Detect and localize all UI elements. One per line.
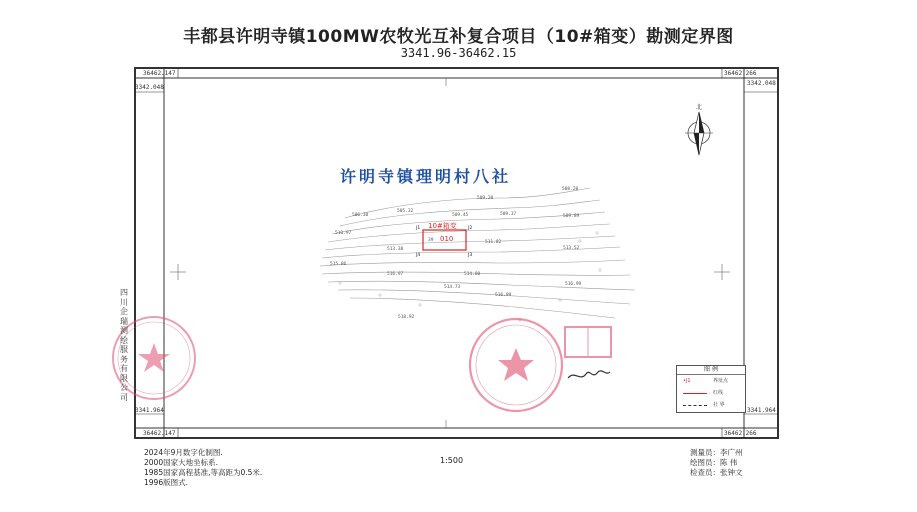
drafter: 绘图员：陈 伟 <box>690 458 738 467</box>
coord-right-top: 3342.048 <box>747 80 776 87</box>
north-arrow-icon <box>685 112 713 155</box>
svg-text:515.86: 515.86 <box>330 262 347 267</box>
svg-text:510.97: 510.97 <box>335 231 352 236</box>
svg-text:514.80: 514.80 <box>464 272 481 277</box>
svg-text:506.30: 506.30 <box>352 213 369 218</box>
side-company-name: 四川企瑞测绘服务有限公司 <box>120 288 128 402</box>
svg-text:509.20: 509.20 <box>477 196 494 201</box>
map-notes <box>144 448 262 488</box>
coord-right-bottom: 3341.964 <box>747 407 776 414</box>
svg-text:509.45: 509.45 <box>452 213 469 218</box>
svg-text:516.99: 516.99 <box>495 293 512 298</box>
village-name: 许明寺镇理明村八社 <box>340 167 512 186</box>
svg-text:509.89: 509.89 <box>563 214 580 219</box>
coord-bottom-right: 36462.266 <box>724 430 757 437</box>
svg-text:508.20: 508.20 <box>562 187 579 192</box>
svg-text:518.92: 518.92 <box>398 315 415 320</box>
parcel-point-j4: J4 <box>416 253 421 258</box>
svg-text:514.73: 514.73 <box>444 285 461 290</box>
map-title: 丰都县许明寺镇100MW农牧光互补复合项目（10#箱变）勘测定界图 <box>183 27 734 47</box>
village-seal-icon <box>470 319 562 411</box>
grid-crosses <box>170 78 730 428</box>
coord-left-bottom: 3341.964 <box>135 407 164 414</box>
legend-item-red-line: 红线 <box>677 387 745 399</box>
coord-top-right: 36462.266 <box>724 70 757 77</box>
parcel-point-j3: J3 <box>468 253 473 258</box>
parcel-number: 010 <box>440 235 454 243</box>
svg-text:513.52: 513.52 <box>563 246 580 251</box>
north-label: 北 <box>696 104 703 111</box>
svg-text:505.32: 505.32 <box>397 209 414 214</box>
coord-bottom-left: 36462.147 <box>143 430 176 437</box>
legend-box <box>676 365 746 413</box>
svg-text:509.37: 509.37 <box>500 212 517 217</box>
note-line-3: 1985国家高程基准,等高距为0.5米. <box>144 468 263 477</box>
coord-top-left: 36462.147 <box>143 70 176 77</box>
checker: 检查员：张钟文 <box>690 468 743 477</box>
parcel-sub-label: 39 <box>428 238 434 243</box>
legend-item-point: •J1 界址点 <box>677 375 745 387</box>
note-line-2: 2000国家大地坐标系. <box>144 458 218 467</box>
svg-text:511.82: 511.82 <box>485 240 502 245</box>
parcel-name: 10#箱变 <box>428 222 457 230</box>
staff-list <box>690 448 743 478</box>
svg-text:516.97: 516.97 <box>387 272 404 277</box>
legend-dashed-line-icon <box>683 405 707 406</box>
parcel-point-j1: J1 <box>416 226 421 231</box>
map-subtitle: 3341.96-36462.15 <box>400 46 517 60</box>
signature-scribble <box>568 371 610 378</box>
parcel-point-j2: J2 <box>468 226 473 231</box>
surveyor: 测量员：李广州 <box>690 448 743 457</box>
note-line-4: 1996版图式. <box>144 478 188 487</box>
legend-title: 图 例 <box>677 366 745 375</box>
coord-left-top: 3342.048 <box>135 84 164 91</box>
legend-point-icon: •J1 <box>683 378 691 384</box>
map-scale: 1:500 <box>440 456 464 465</box>
personal-stamp-icon <box>565 327 611 357</box>
contour-lines <box>320 188 635 318</box>
svg-text:513.38: 513.38 <box>387 247 404 252</box>
svg-text:516.99: 516.99 <box>565 282 582 287</box>
note-line-1: 2024年9月数字化制图. <box>144 448 223 457</box>
legend-red-line-icon <box>683 393 707 394</box>
legend-item-dashed-line: 社 界 <box>677 399 745 411</box>
